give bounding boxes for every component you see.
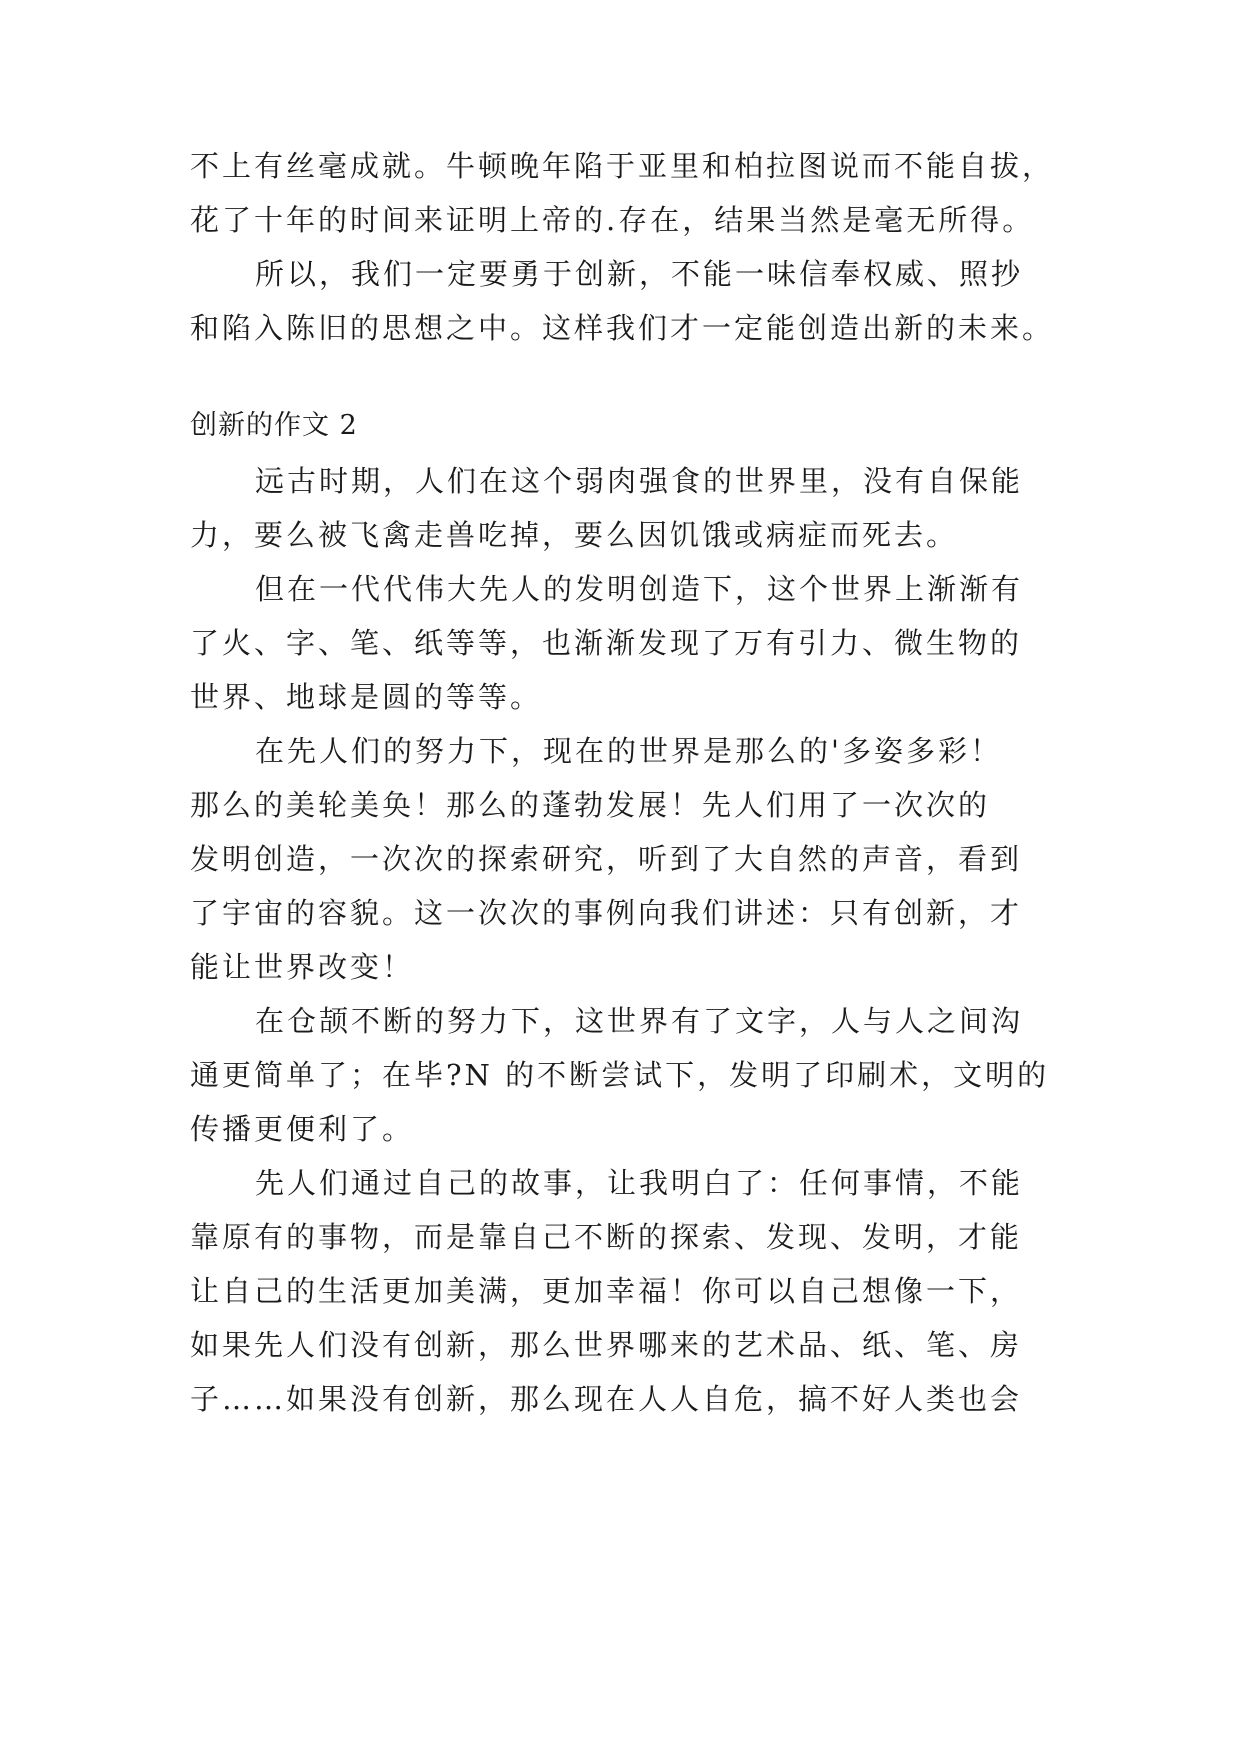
text-line: 和陷入陈旧的思想之中。这样我们才一定能创造出新的未来。: [190, 311, 1055, 345]
paragraph-start-line: 在先人们的努力下，现在的世界是那么的'多姿多彩！: [255, 734, 1002, 768]
paragraph-start-line: 所以，我们一定要勇于创新，不能一味信奉权威、照抄: [255, 257, 1024, 291]
paragraph-start-line: 在仓颉不断的努力下，这世界有了文字，人与人之间沟: [255, 1004, 1024, 1038]
text-line: 力，要么被飞禽走兽吃掉，要么因饥饿或病症而死去。: [190, 518, 959, 552]
text-line: 那么的美轮美奂！那么的蓬勃发展！先人们用了一次次的: [190, 788, 991, 822]
text-line: 能让世界改变！: [190, 950, 415, 984]
paragraph-start-line: 先人们通过自己的故事，让我明白了：任何事情，不能: [255, 1166, 1024, 1200]
paragraph-start-line: 远古时期，人们在这个弱肉强食的世界里，没有自保能: [255, 464, 1024, 498]
text-line: 传播更便利了。: [190, 1112, 415, 1146]
text-line: 发明创造，一次次的探索研究，听到了大自然的声音，看到: [190, 842, 1023, 876]
text-line: 了火、字、笔、纸等等，也渐渐发现了万有引力、微生物的: [190, 626, 1023, 660]
text-line: 花了十年的时间来证明上帝的.存在，结果当然是毫无所得。: [190, 203, 1035, 237]
text-line: 世界、地球是圆的等等。: [190, 680, 543, 714]
text-line: 子……如果没有创新，那么现在人人自危，搞不好人类也会: [190, 1382, 1023, 1416]
paragraph-start-line: 但在一代代伟大先人的发明创造下，这个世界上渐渐有: [255, 572, 1024, 606]
text-line: 靠原有的事物，而是靠自己不断的探索、发现、发明，才能: [190, 1220, 1023, 1254]
text-line: 让自己的生活更加美满，更加幸福！你可以自己想像一下，: [190, 1274, 1023, 1308]
text-line: 如果先人们没有创新，那么世界哪来的艺术品、纸、笔、房: [190, 1328, 1023, 1362]
section-heading: 创新的作文 2: [190, 410, 358, 441]
text-line: 通更简单了；在毕?N 的不断尝试下，发明了印刷术，文明的: [190, 1058, 1050, 1092]
text-line: 不上有丝毫成就。牛顿晚年陷于亚里和柏拉图说而不能自拔，: [190, 149, 1055, 183]
text-line: 了宇宙的容貌。这一次次的事例向我们讲述：只有创新，才: [190, 896, 1023, 930]
